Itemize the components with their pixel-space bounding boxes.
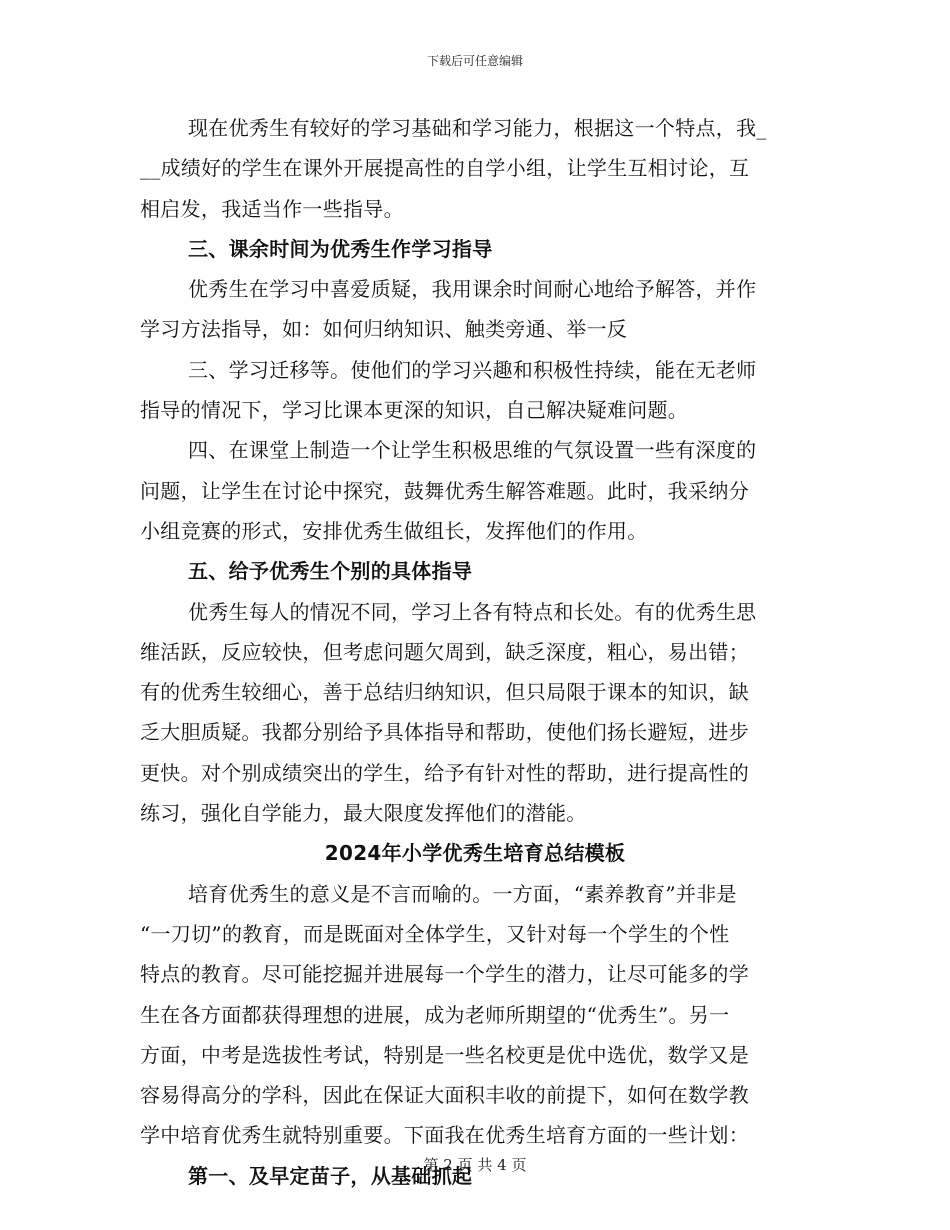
paragraph-line: 有的优秀生较细心，善于总结归纳知识，但只局限于课本的知识，缺 <box>140 680 749 705</box>
page-number-footer: 第 2 页 共 4 页 <box>423 1156 527 1174</box>
paragraph-line: 学中培育优秀生就特别重要。下面我在优秀生培育方面的一些计划： <box>140 1123 749 1148</box>
paragraph-line: 特点的教育。尽可能挖掘并进展每一个学生的潜力，让尽可能多的学 <box>140 962 749 987</box>
document-body <box>140 108 810 1196</box>
paragraph-line: 小组竞赛的形式，安排优秀生做组长，发挥他们的作用。 <box>140 518 648 543</box>
paragraph-line: 四、在课堂上制造一个让学生积极思维的气氛设置一些有深度的 <box>188 438 757 463</box>
paragraph-line: 优秀生每人的情况不同，学习上各有特点和长处。有的优秀生思 <box>188 599 757 624</box>
paragraph-line: 方面，中考是选拔性考试，特别是一些名校更是优中选优，数学又是 <box>140 1042 749 1067</box>
section-heading: 五、给予优秀生个别的具体指导 <box>188 559 473 584</box>
paragraph-line: 优秀生在学习中喜爱质疑，我用课余时间耐心地给予解答，并作 <box>188 277 757 302</box>
paragraph-line: “一刀切”的教育，而是既面对全体学生，又针对每一个学生的个性 <box>140 921 730 946</box>
section-heading: 第一、及早定苗子，从基础抓起 <box>188 1163 473 1188</box>
paragraph-line: 乏大胆质疑。我都分别给予具体指导和帮助，使他们扬长避短，进步 <box>140 720 749 745</box>
section-heading: 三、课余时间为优秀生作学习指导 <box>188 236 493 261</box>
paragraph-line: 现在优秀生有较好的学习基础和学习能力，根据这一个特点，我_ <box>188 116 767 140</box>
paragraph-line: __成绩好的学生在课外开展提高性的自学小组，让学生互相讨论，互 <box>140 156 750 181</box>
paragraph-line: 问题，让学生在讨论中探究，鼓舞优秀生解答难题。此时，我采纳分 <box>140 478 749 503</box>
paragraph-line: 生在各方面都获得理想的进展，成为老师所期望的“优秀生”。另一 <box>140 1002 730 1027</box>
paragraph-line: 容易得高分的学科，因此在保证大面积丰收的前提下，如何在数学教 <box>140 1083 749 1108</box>
page-header-note: 下载后可任意编辑 <box>426 54 523 68</box>
paragraph-line: 相启发，我适当作一些指导。 <box>140 196 404 221</box>
paragraph-line: 培育优秀生的意义是不言而喻的。一方面，“素养教育”并非是 <box>188 881 737 906</box>
paragraph-line: 学习方法指导，如：如何归纳知识、触类旁通、举一反 <box>140 317 628 342</box>
paragraph-line: 练习，强化自学能力，最大限度发挥他们的潜能。 <box>140 801 587 826</box>
paragraph-line: 更快。对个别成绩突出的学生，给予有针对性的帮助，进行提高性的 <box>140 760 749 785</box>
paragraph-line: 维活跃，反应较快，但考虑问题欠周到，缺乏深度，粗心，易出错； <box>140 639 749 664</box>
paragraph-line: 指导的情况下，学习比课本更深的知识，自己解决疑难问题。 <box>140 398 689 423</box>
paragraph-line: 三、学习迁移等。使他们的学习兴趣和积极性持续，能在无老师 <box>188 357 757 382</box>
document-title: 2024年小学优秀生培育总结模板 <box>324 841 626 866</box>
